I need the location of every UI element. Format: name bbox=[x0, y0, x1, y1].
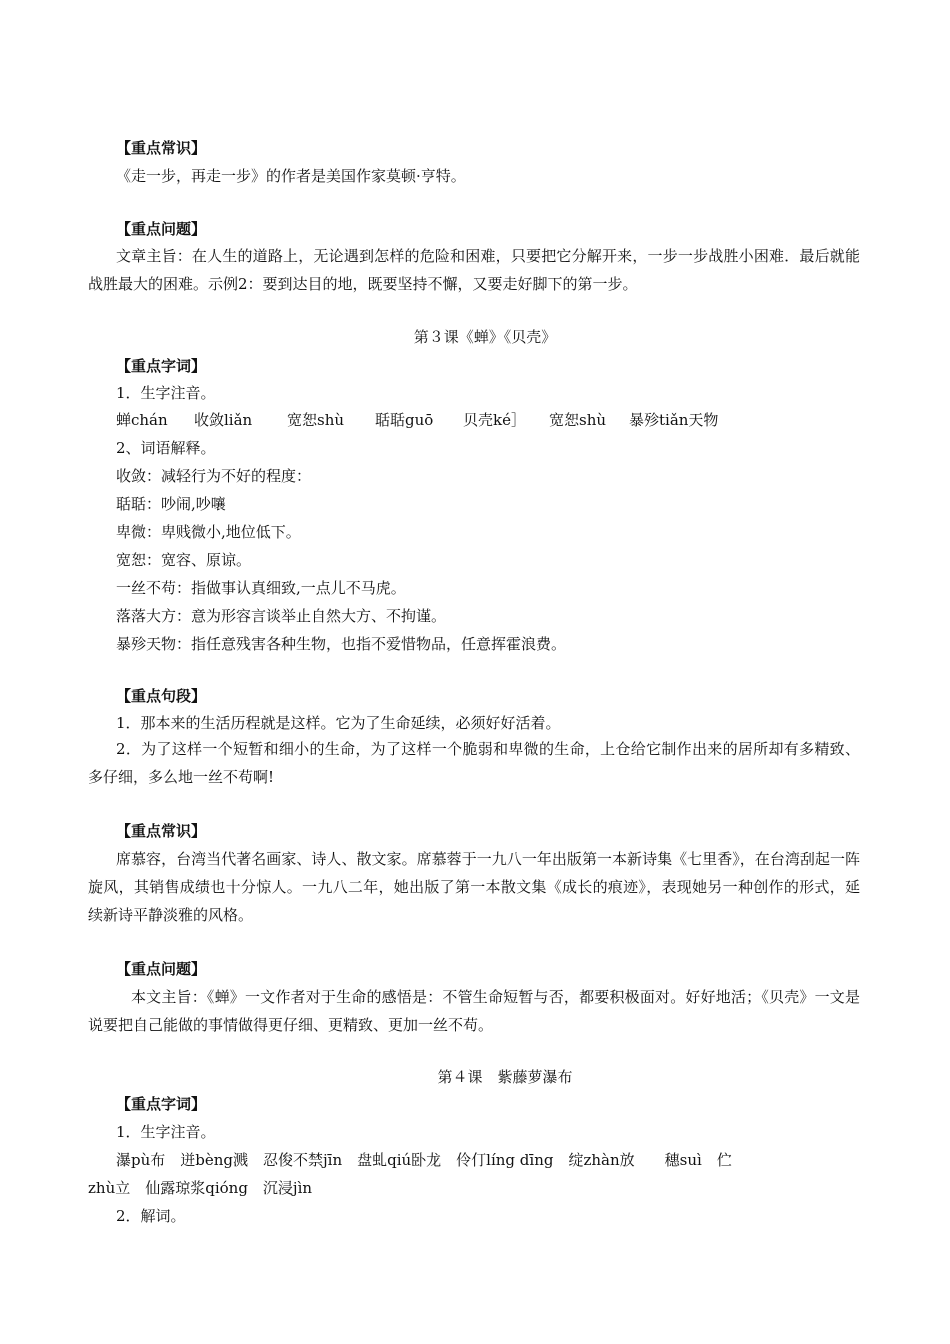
pinyin-row-2-line-1: 瀑pù布 迸bèng溅 忍俊不禁jīn 盘虬qiú卧龙 伶仃líng dīng 绽zhàn放 穗suì 伫 bbox=[116, 1151, 732, 1169]
definition-item: 暴殄天物：指任意残害各种生物，也指不爱惜物品，任意挥霍浪费。 bbox=[116, 635, 567, 653]
lesson-3-title: 第３课《蝉》《贝壳》 bbox=[413, 328, 557, 346]
explain-words-subheading: 2．解词。 bbox=[116, 1207, 186, 1225]
lesson-4-title: 第４课 紫藤萝瀑布 bbox=[437, 1068, 573, 1086]
pinyin-row bbox=[116, 410, 718, 430]
definition-item: 宽恕：宽容、原谅。 bbox=[116, 551, 252, 569]
pinyin-item: 暴殄tiǎn天物 bbox=[629, 411, 719, 429]
section-heading-key-knowledge-2: 【重点常识】 bbox=[116, 822, 207, 840]
definition-item: 落落大方：意为形容言谈举止自然大方、不拘谨。 bbox=[116, 607, 447, 625]
key-question-text: 文章主旨：在人生的道路上，无论遇到怎样的危险和困难，只要把它分解开来，一步一步战胜小困难．最后就能战胜最大的困难。示例2：要到达目的地，既要坚持不懈，又要走好脚下的第一步。 bbox=[88, 247, 860, 293]
pinyin-subheading-2: 1．生字注音。 bbox=[116, 1123, 216, 1141]
key-knowledge-2-text: 席慕容，台湾当代著名画家、诗人、散文家。席慕蓉于一九八一年出版第一本新诗集《七里香》，在台湾刮起一阵旋风，其销售成绩也十分惊人。一九八二年，她出版了第一本散文集《成长的痕迹》，表现她另一种创作的形式，延续新诗平静淡雅的风格。 bbox=[88, 850, 860, 924]
pinyin-item: 收敛liǎn bbox=[194, 411, 253, 429]
pinyin-item: 蝉chán bbox=[116, 411, 168, 429]
definition-item: 卑微：卑贱微小,地位低下。 bbox=[116, 523, 301, 541]
key-passage-1: 1．那本来的生活历程就是这样。它为了生命延续，必须好好活着。 bbox=[116, 714, 561, 732]
pinyin-item: 贝壳ké］ bbox=[463, 411, 526, 429]
key-passage-2: 2．为了这样一个短暂和细小的生命，为了这样一个脆弱和卑微的生命，上仓给它制作出来的居所却有多精致、多仔细，多么地一丝不苟啊! bbox=[88, 740, 860, 786]
section-heading-key-words-2: 【重点字词】 bbox=[116, 1095, 207, 1113]
pinyin-item: 宽恕shù bbox=[287, 411, 345, 429]
key-question-2-text: 本文主旨：《蝉》一文作者对于生命的感悟是：不管生命短暂与否，都要积极面对。好好地活；《贝壳》一文是说要把自己能做的事情做得更仔细、更精致、更加一丝不苟。 bbox=[88, 988, 860, 1034]
key-knowledge-text: 《走一步，再走一步》的作者是美国作家莫顿·亨特。 bbox=[116, 167, 466, 185]
pinyin-subheading: 1．生字注音。 bbox=[116, 384, 216, 402]
definitions-subheading: 2、词语解释。 bbox=[116, 439, 216, 457]
pinyin-item: 宽恕shù bbox=[549, 411, 607, 429]
definition-item: 聒聒：吵闹,吵嚷 bbox=[116, 495, 226, 513]
section-heading-key-passages: 【重点句段】 bbox=[116, 687, 207, 705]
definition-item: 一丝不苟：指做事认真细致,一点儿不马虎。 bbox=[116, 579, 406, 597]
section-heading-key-question-2: 【重点问题】 bbox=[116, 960, 207, 978]
section-heading-key-knowledge: 【重点常识】 bbox=[116, 139, 207, 157]
section-heading-key-question: 【重点问题】 bbox=[116, 220, 207, 238]
section-heading-key-words: 【重点字词】 bbox=[116, 357, 207, 375]
pinyin-item: 聒聒guō bbox=[375, 411, 434, 429]
pinyin-row-2-line-2: zhù立 仙露琼浆qióng 沉浸jìn bbox=[88, 1179, 313, 1197]
definition-item: 收敛：减轻行为不好的程度： bbox=[116, 467, 312, 485]
